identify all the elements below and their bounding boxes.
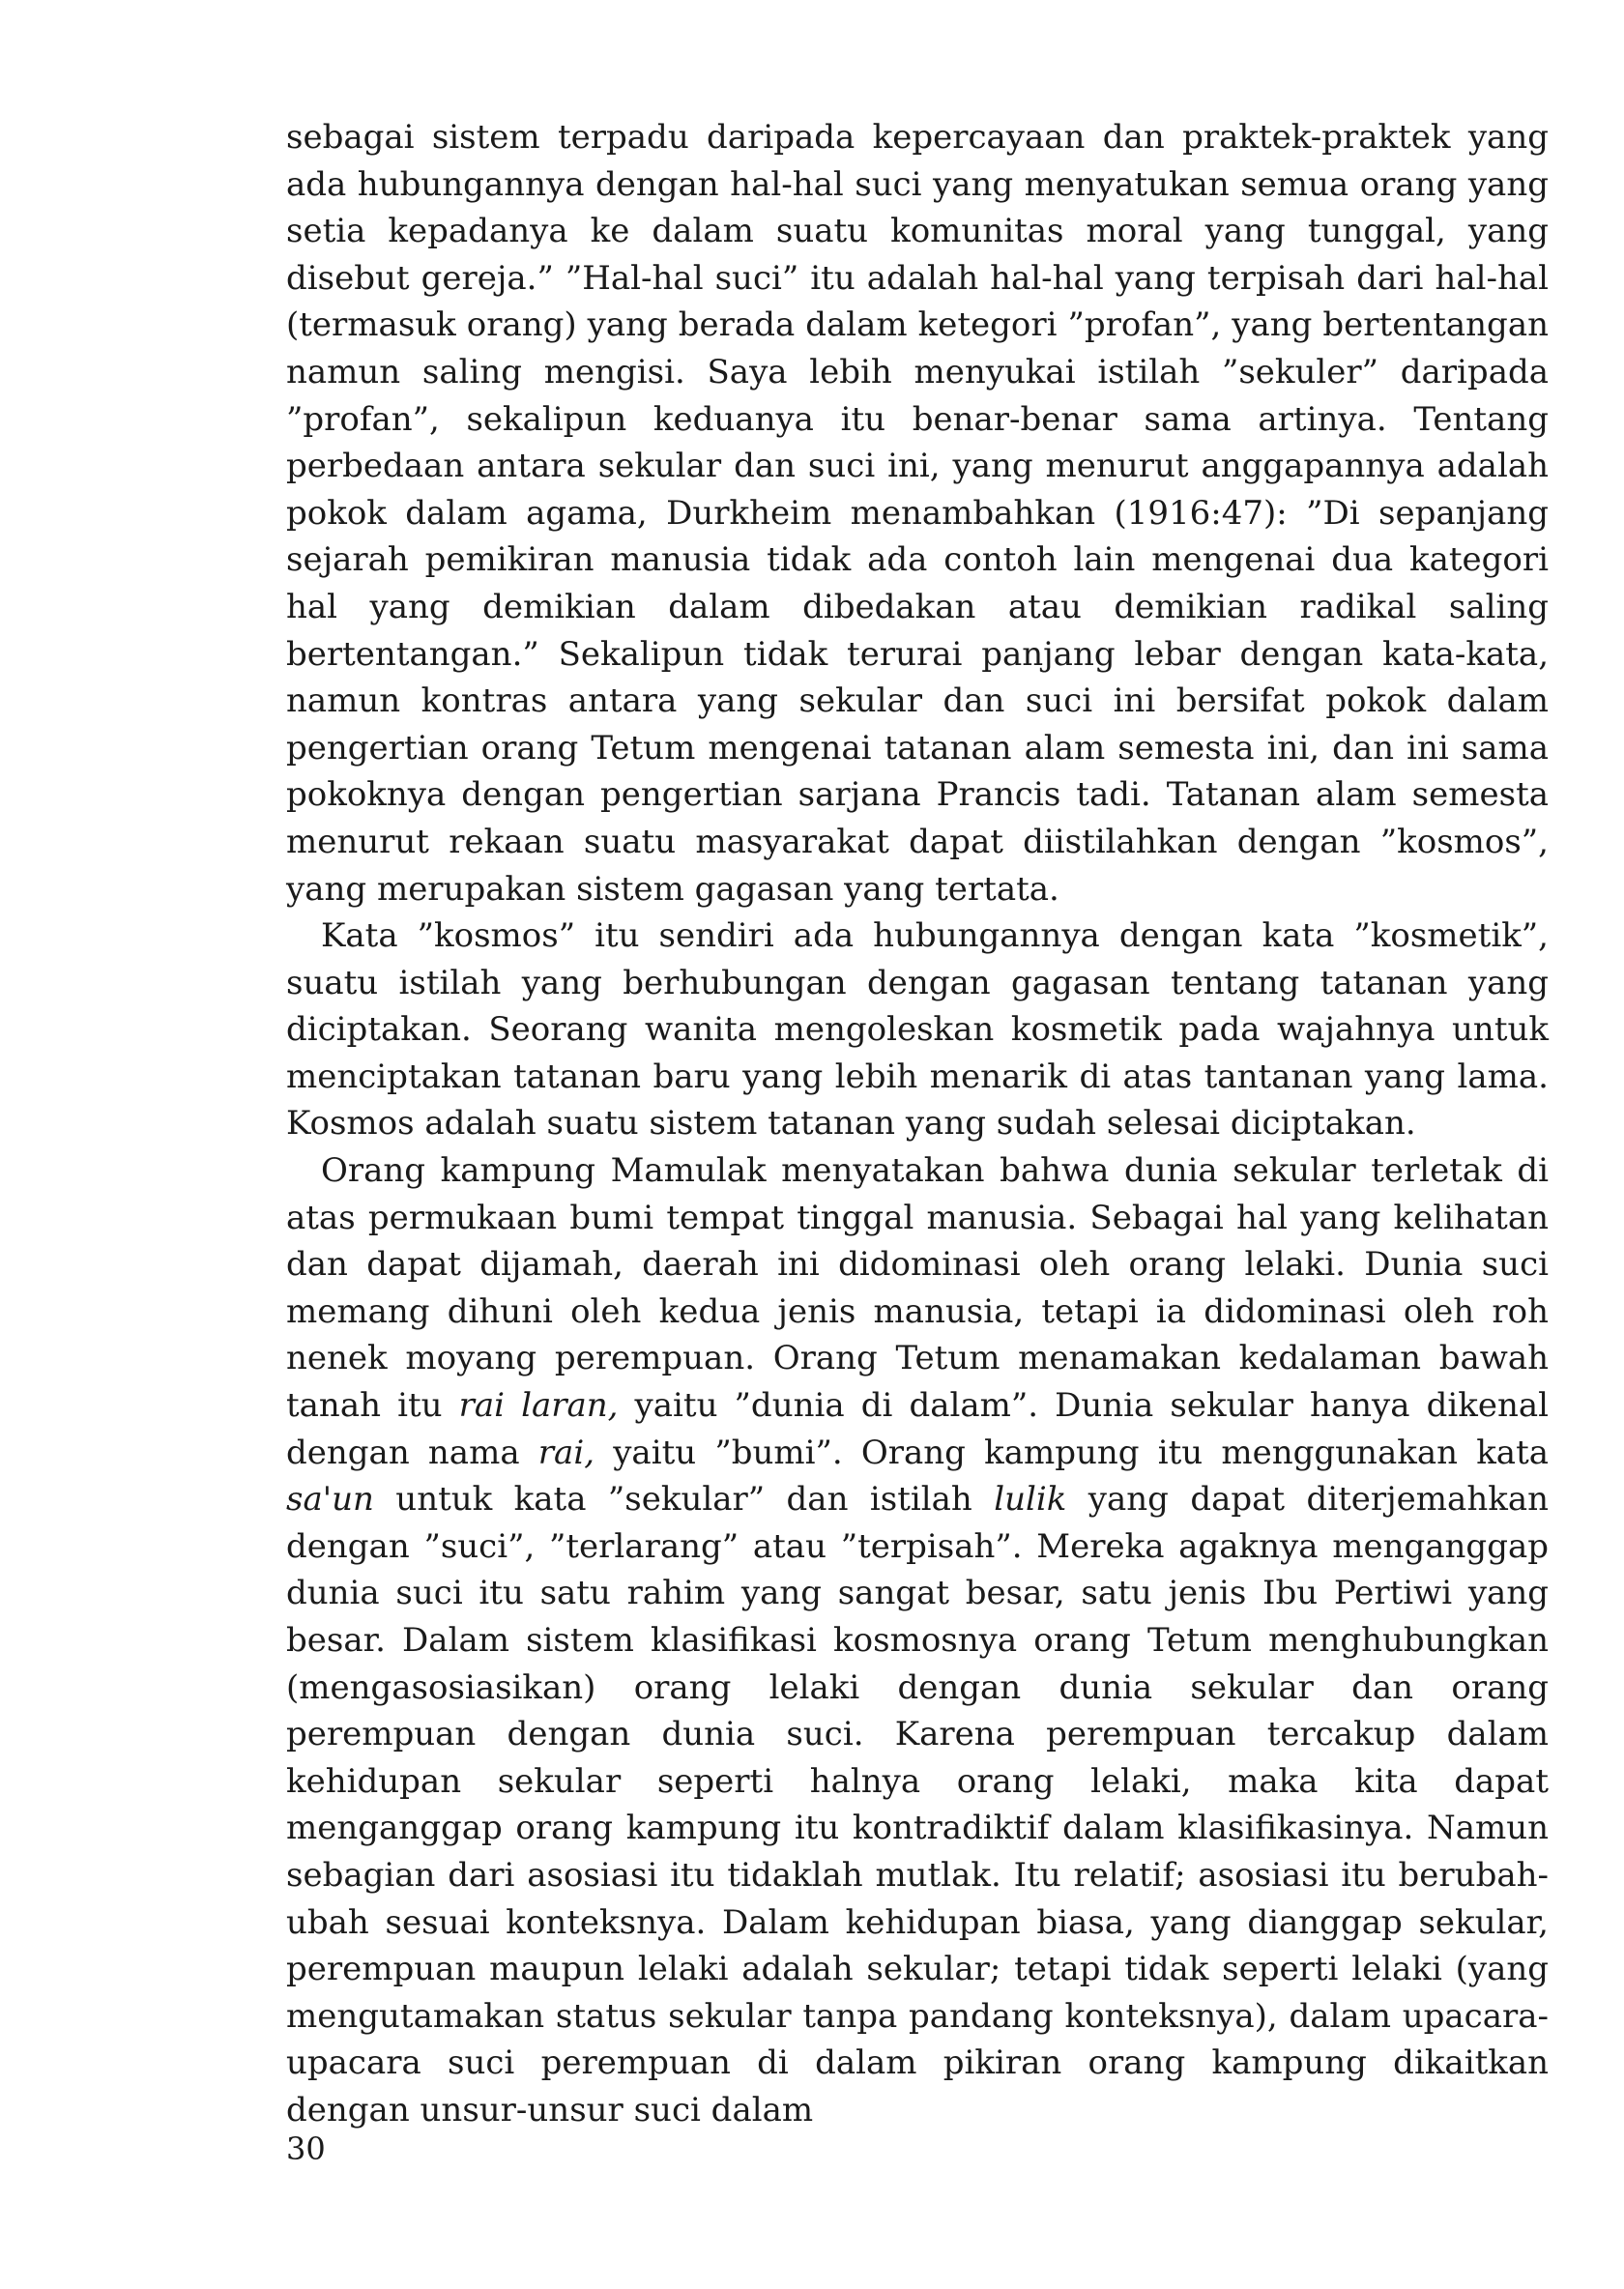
italic-term: sa'un [286,1480,374,1520]
text-segment: untuk kata ”sekular” dan istilah [373,1480,995,1520]
text-segment: yaitu ”bumi”. Orang kampung itu menggunakan kata [594,1433,1550,1472]
paragraph-mamulak [286,1147,1549,2133]
italic-term: lulik [994,1480,1067,1520]
text-segment: yang dapat diterjemahkan dengan ”suci”, ”terlarang” atau ”terpisah”. Mereka agaknya menganggap dunia suci itu satu rahim yang sangat besar, satu jenis Ibu Pertiwi yang besar. Dalam sistem klasifikasi kosmosnya orang Tetum menghubungkan (mengasosiasikan) orang lelaki dengan dunia sekular dan orang perempuan dengan dunia suci. Karena perempuan tercakup dalam kehidupan sekular seperti halnya orang lelaki, maka kita dapat menganggap orang kampung itu kontradiktif dalam klasifikasinya. Namun sebagian dari asosiasi itu tidaklah mutlak. Itu relatif; asosiasi itu berubah-ubah sesuai konteksnya. Dalam kehidupan biasa, yang dianggap sekular, perempuan maupun lelaki adalah sekular; tetapi tidak seperti lelaki (yang mengutamakan status sekular tanpa pandang konteksnya), dalam upacara-upacara suci perempuan di dalam pikiran orang kampung dikaitkan dengan unsur-unsur suci dalam [286,1480,1549,2130]
paragraph-continuation [286,114,1549,913]
text-segment: sebagai sistem terpadu daripada kepercayaan dan praktek-praktek yang ada hubungannya dengan hal-hal suci yang menyatukan semua orang yang setia kepadanya ke dalam suatu komunitas moral yang tunggal, yang disebut gereja.” ”Hal-hal suci” itu adalah hal-hal yang terpisah dari hal-hal (termasuk orang) yang berada dalam ketegori ”profan”, yang bertentangan namun saling mengisi. Saya lebih menyukai istilah ”sekuler” daripada ”profan”, sekalipun keduanya itu benar-benar sama artinya. Tentang perbedaan antara sekular dan suci ini, yang menurut anggapannya adalah pokok dalam agama, Durkheim menambahkan (1916:47): ”Di sepanjang sejarah pemikiran manusia tidak ada contoh lain mengenai dua kategori hal yang demikian dalam dibedakan atau demikian radikal saling bertentangan.” Sekalipun tidak terurai panjang lebar dengan kata-kata, namun kontras antara yang sekular dan suci ini bersifat pokok dalam pengertian orang Tetum mengenai tatanan alam semesta ini, dan ini sama pokoknya dengan pengertian sarjana Prancis tadi. Tatanan alam semesta menurut rekaan suatu masyarakat dapat diistilahkan dengan ”kosmos”, yang merupakan sistem gagasan yang tertata. [286,118,1549,909]
body-text [286,114,1549,2134]
page-number: 30 [286,2130,326,2167]
text-segment: Orang kampung Mamulak menyatakan bahwa dunia sekular terletak di atas permukaan bumi tempat tinggal manusia. Sebagai hal yang kelihatan dan dapat dijamah, daerah ini didominasi oleh orang lelaki. Dunia suci memang dihuni oleh kedua jenis manusia, tetapi ia didominasi oleh roh nenek moyang perempuan. Orang Tetum menamakan kedalaman bawah tanah itu [286,1151,1549,1426]
text-segment: Kata ”kosmos” itu sendiri ada hubungannya dengan kata ”kosmetik”, suatu istilah yang berhubungan dengan gagasan tentang tatanan yang diciptakan. Seorang wanita mengoleskan kosmetik pada wajahnya untuk menciptakan tatanan baru yang lebih menarik di atas tantanan yang lama. Kosmos adalah suatu sistem tatanan yang sudah selesai diciptakan. [286,916,1549,1144]
paragraph-kosmos [286,913,1549,1147]
text-segment: yaitu ”dunia di dalam”. Dunia sekular hanya dikenal dengan nama [286,1386,1549,1472]
italic-term: rai laran, [458,1386,619,1426]
italic-term: rai, [537,1433,595,1472]
